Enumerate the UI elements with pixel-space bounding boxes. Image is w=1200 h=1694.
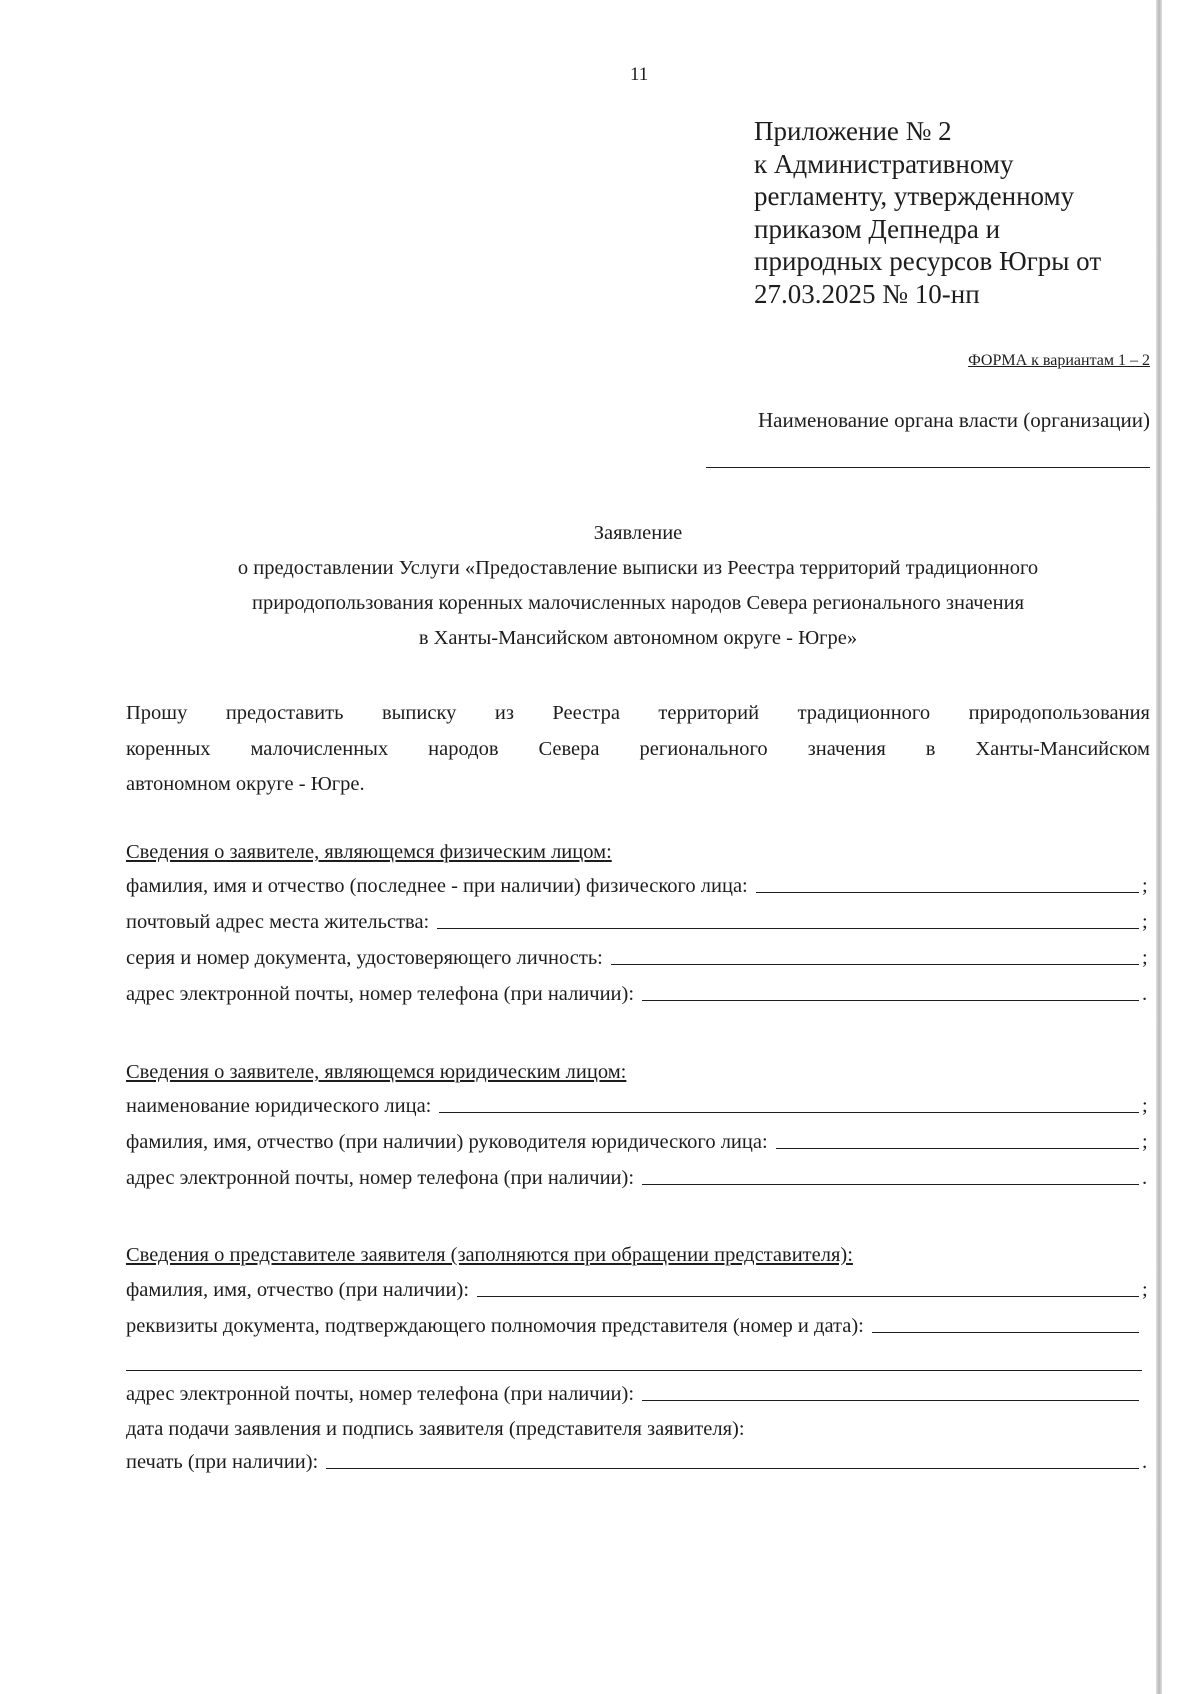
representative-section-heading: Сведения о представителе заявителя (заполняются при обращении представителя):: [126, 1244, 853, 1266]
individual-id-document-field[interactable]: [126, 947, 1150, 970]
appendix-line: к Административному: [754, 148, 1014, 179]
field-label: адрес электронной почты, номер телефона (при наличии):: [126, 1167, 635, 1189]
request-paragraph: [126, 696, 1150, 803]
form-variant-label: ФОРМА к вариантам 1 – 2: [968, 352, 1150, 369]
title-line: о предоставлении Услуги «Предоставление выписки из Реестра территорий традиционного: [237, 557, 1039, 579]
legal-entity-section-heading: Сведения о заявителе, являющемся юридическим лицом:: [126, 1061, 627, 1083]
scan-page-edge: [1156, 0, 1162, 1694]
authority-name-field[interactable]: [706, 467, 1150, 468]
field-label: почтовый адрес места жительства:: [126, 911, 430, 933]
request-line: Прошу предоставить выписку из Реестра территорий традиционного природопользования: [126, 702, 1150, 724]
appendix-line: регламенту, утвержденному: [754, 181, 1075, 211]
field-value[interactable]: [437, 928, 1139, 929]
appendix-note: [754, 115, 1154, 310]
individual-full-name-field[interactable]: [126, 875, 1150, 898]
field-end: ;: [1142, 1131, 1148, 1153]
field-value[interactable]: [439, 1112, 1139, 1113]
field-value[interactable]: [611, 964, 1139, 965]
field-label: серия и номер документа, удостоверяющего личность:: [126, 947, 603, 969]
field-value[interactable]: [756, 892, 1139, 893]
field-label: фамилия, имя, отчество (при наличии):: [126, 1279, 470, 1301]
representative-contact-field[interactable]: [126, 1383, 1150, 1406]
appendix-line: природных ресурсов Югры от: [754, 246, 1102, 276]
field-label: фамилия, имя, отчество (при наличии) руководителя юридического лица:: [126, 1131, 768, 1153]
representative-authority-document-field[interactable]: [126, 1315, 1150, 1338]
field-label: фамилия, имя и отчество (последнее - при наличии) физического лица:: [126, 875, 748, 897]
field-end: .: [1142, 983, 1148, 1005]
appendix-line: Приложение № 2: [754, 116, 952, 146]
field-value[interactable]: [872, 1332, 1139, 1333]
application-title: [100, 516, 1176, 656]
field-end: .: [1142, 1167, 1148, 1189]
field-end: ;: [1142, 875, 1148, 897]
authority-document-continuation-line[interactable]: [126, 1370, 1142, 1371]
field-value[interactable]: [642, 1000, 1139, 1001]
field-label: наименование юридического лица:: [126, 1095, 432, 1117]
individual-section-heading: Сведения о заявителе, являющемся физическим лицом:: [126, 841, 612, 863]
individual-contact-field[interactable]: [126, 983, 1150, 1006]
legal-entity-contact-field[interactable]: [126, 1167, 1150, 1190]
title-line: природопользования коренных малочисленных народов Севера регионального значения: [251, 592, 1025, 614]
field-value[interactable]: [776, 1148, 1139, 1149]
field-end: ;: [1142, 1279, 1148, 1301]
field-label: печать (при наличии):: [126, 1451, 319, 1473]
field-value[interactable]: [326, 1468, 1139, 1469]
field-end: ;: [1142, 947, 1148, 969]
field-label: реквизиты документа, подтверждающего полномочия представителя (номер и дата):: [126, 1315, 864, 1337]
field-label: адрес электронной почты, номер телефона (при наличии):: [126, 1383, 635, 1405]
submission-date-signature-label: дата подачи заявления и подпись заявителя (представителя заявителя):: [126, 1418, 745, 1440]
field-value[interactable]: [642, 1184, 1139, 1185]
field-value[interactable]: [642, 1400, 1139, 1401]
appendix-line: 27.03.2025 № 10-нп: [754, 278, 980, 309]
field-end: .: [1142, 1451, 1148, 1473]
appendix-line: приказом Депнедра и: [754, 213, 1001, 244]
field-end: ;: [1142, 911, 1148, 933]
seal-field[interactable]: [126, 1451, 1150, 1474]
representative-full-name-field[interactable]: [126, 1279, 1150, 1302]
legal-entity-name-field[interactable]: [126, 1095, 1150, 1118]
request-line: коренных малочисленных народов Севера регионального значения в Ханты-Мансийском: [126, 737, 1150, 760]
field-end: ;: [1142, 1095, 1148, 1117]
legal-entity-head-name-field[interactable]: [126, 1131, 1150, 1154]
title-heading: Заявление: [593, 522, 683, 544]
field-label: адрес электронной почты, номер телефона (при наличии):: [126, 983, 635, 1005]
page-number: 11: [630, 64, 649, 85]
authority-name-label: Наименование органа власти (организации): [758, 408, 1150, 432]
title-line: в Ханты-Мансийском автономном округе - Югре»: [418, 627, 858, 649]
field-value[interactable]: [477, 1296, 1139, 1297]
individual-address-field[interactable]: [126, 911, 1150, 934]
request-line: автономном округе - Югре.: [126, 773, 365, 795]
